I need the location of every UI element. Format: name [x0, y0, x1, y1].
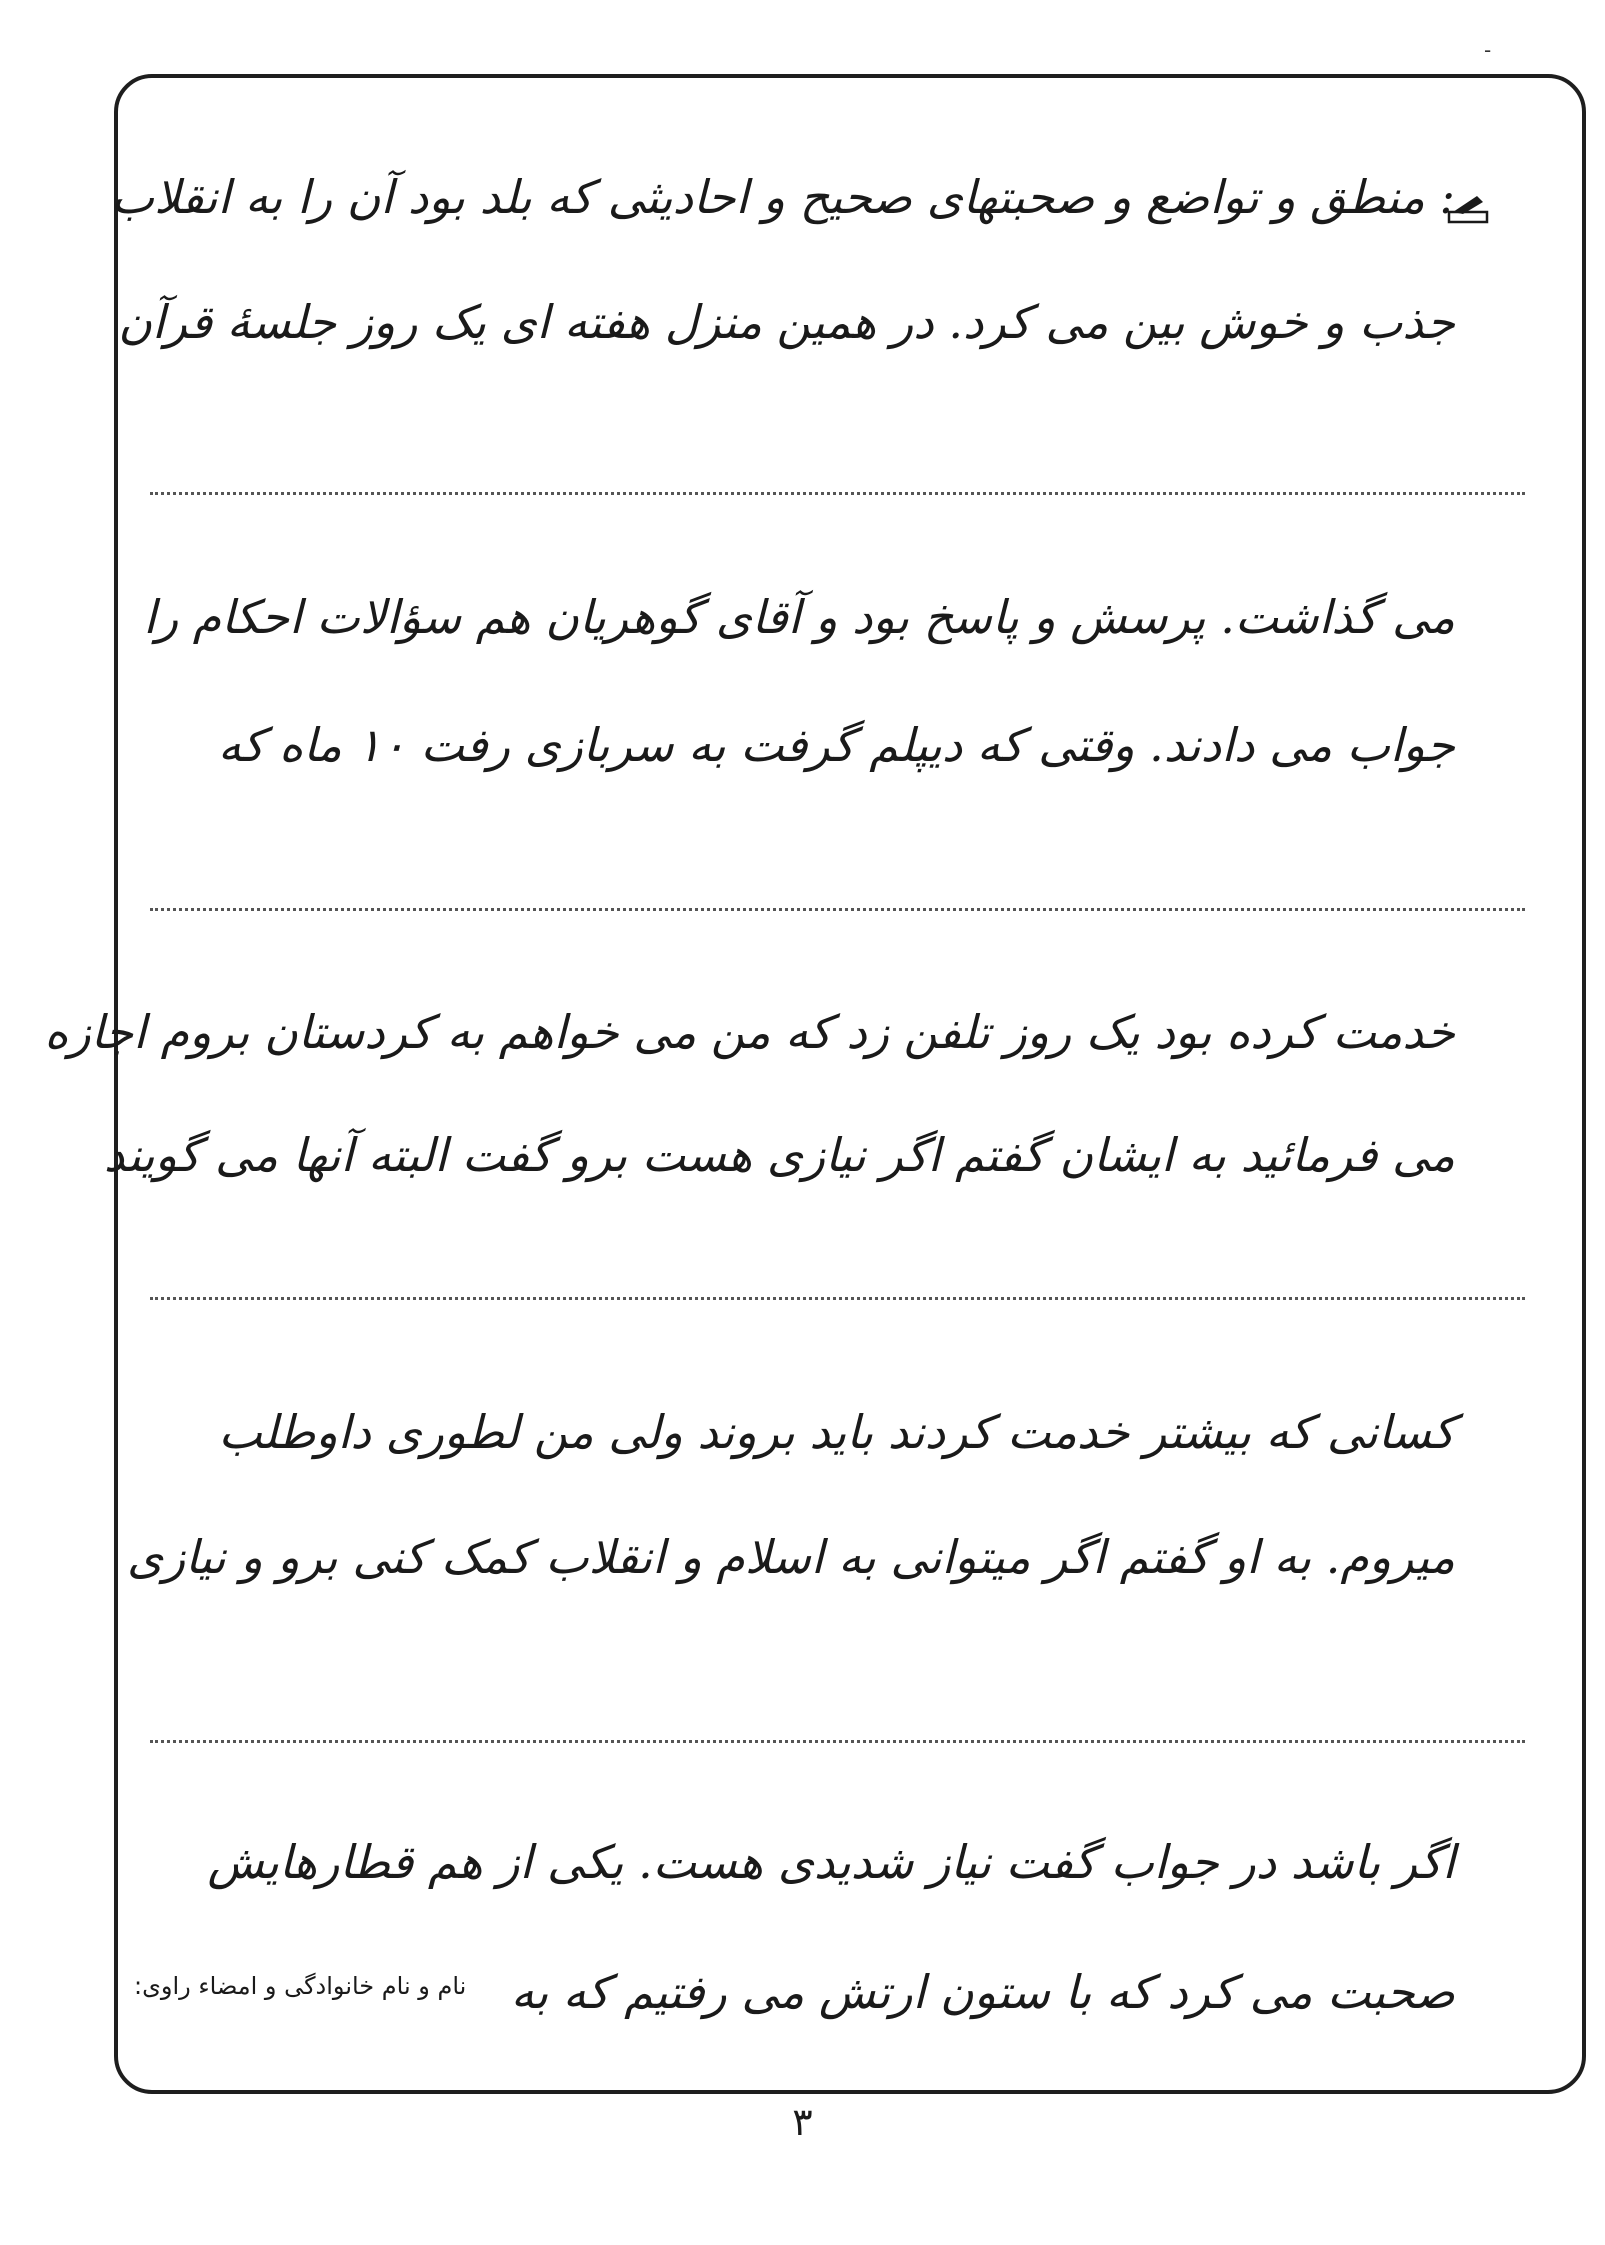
handwritten-line-3: می گذاشت. پرسش و پاسخ بود و آقای گوهریان هم سؤالات احکام را: [143, 590, 1455, 644]
handwritten-line-4: جواب می دادند. وقتی که دیپلم گرفت به سربازی رفت ۱۰ ماه که: [217, 718, 1455, 772]
dotted-rule: [150, 1297, 1525, 1300]
page-border-frame: [114, 74, 1586, 2094]
dotted-rule: [150, 492, 1525, 495]
handwritten-line-9: اگر باشد در جواب گفت نیاز شدیدی هست. یکی از هم قطارهایش: [207, 1835, 1455, 1889]
handwritten-line-7: کسانی که بیشتر خدمت کردند باید بروند ولی من لطوری داوطلب: [218, 1405, 1455, 1459]
page-number: ۳: [792, 2100, 813, 2144]
handwritten-line-10: صحبت می کرد که با ستون ارتش می رفتیم که به: [510, 1965, 1455, 2019]
handwritten-line-6: می فرمائید به ایشان گفتم اگر نیازی هست برو گفت البته آنها می گویند: [103, 1128, 1455, 1182]
dotted-rule: [150, 908, 1525, 911]
corner-mark: -: [1484, 38, 1492, 62]
handwritten-line-8: میروم. به او گفتم اگر میتوانی به اسلام و انقلاب کمک کنی برو و نیازی: [126, 1530, 1455, 1584]
handwritten-line-1: : منطق و تواضع و صحبتهای صحیح و احادیثی که بلد بود آن را به انقلاب: [110, 170, 1455, 224]
dotted-rule: [150, 1740, 1525, 1743]
narrator-signature-label: نام و نام خانوادگی و امضاء راوی:: [134, 1972, 467, 2000]
handwritten-line-2: جذب و خوش بین می کرد. در همین منزل هفته ای یک روز جلسهٔ قرآن: [118, 295, 1455, 349]
handwritten-line-5: خدمت کرده بود یک روز تلفن زد که من می خواهم به کردستان بروم اجازه: [44, 1005, 1455, 1059]
